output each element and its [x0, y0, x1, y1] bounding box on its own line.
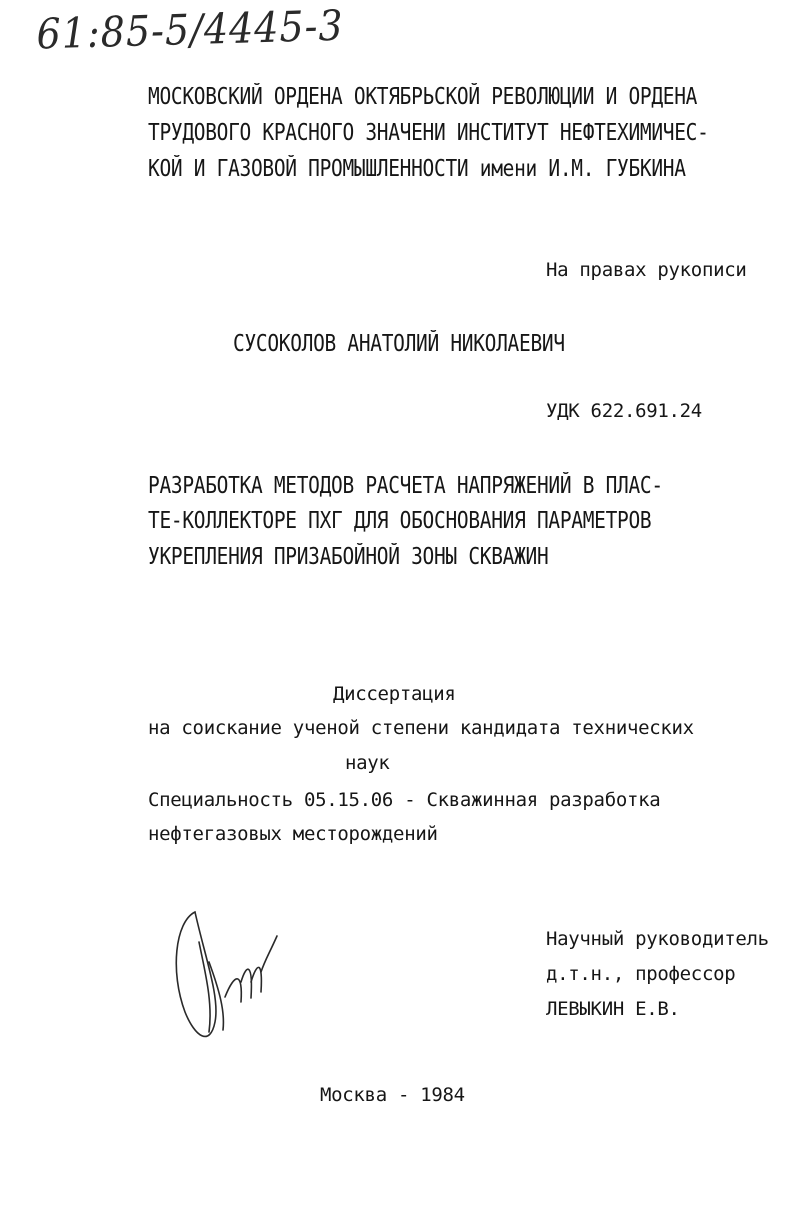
- supervisor-degree: д.т.н., профессор: [546, 963, 736, 985]
- dissertation-heading: Диссертация: [333, 683, 456, 705]
- institute-line-2: ТРУДОВОГО КРАСНОГО ЗНАЧЕНИ ИНСТИТУТ НЕФТЕХИМИЧЕС-: [148, 119, 709, 147]
- title-line-3: УКРЕПЛЕНИЯ ПРИЗАБОЙНОЙ ЗОНЫ СКВАЖИН: [148, 543, 549, 571]
- degree-line-1: на соискание ученой степени кандидата технических: [148, 717, 694, 739]
- city-year: Москва - 1984: [320, 1084, 465, 1106]
- title-line-2: ТЕ-КОЛЛЕКТОРЕ ПХГ ДЛЯ ОБОСНОВАНИЯ ПАРАМЕТРОВ: [148, 507, 652, 535]
- degree-line-2: наук: [345, 752, 390, 774]
- specialty-line-1: Специальность 05.15.06 - Скважинная разработка: [148, 789, 661, 811]
- signature: [165, 902, 295, 1052]
- supervisor-name: ЛЕВЫКИН Е.В.: [546, 998, 680, 1020]
- title-line-1: РАЗРАБОТКА МЕТОДОВ РАСЧЕТА НАПРЯЖЕНИЙ В ПЛАС-: [148, 472, 663, 500]
- institute-line-3: КОЙ И ГАЗОВОЙ ПРОМЫШЛЕННОСТИ имени И.М. ГУБКИНА: [148, 155, 686, 183]
- author-name: СУСОКОЛОВ АНАТОЛИЙ НИКОЛАЕВИЧ: [233, 330, 565, 358]
- supervisor-role: Научный руководитель: [546, 928, 769, 950]
- archive-mark: 61:85-5/4445-3: [36, 1, 345, 59]
- manuscript-rights: На правах рукописи: [546, 259, 747, 281]
- specialty-line-2: нефтегазовых месторождений: [148, 823, 438, 845]
- institute-line-1: МОСКОВСКИЙ ОРДЕНА ОКТЯБРЬСКОЙ РЕВОЛЮЦИИ И ОРДЕНА: [148, 83, 698, 111]
- udc-code: УДК 622.691.24: [546, 400, 702, 422]
